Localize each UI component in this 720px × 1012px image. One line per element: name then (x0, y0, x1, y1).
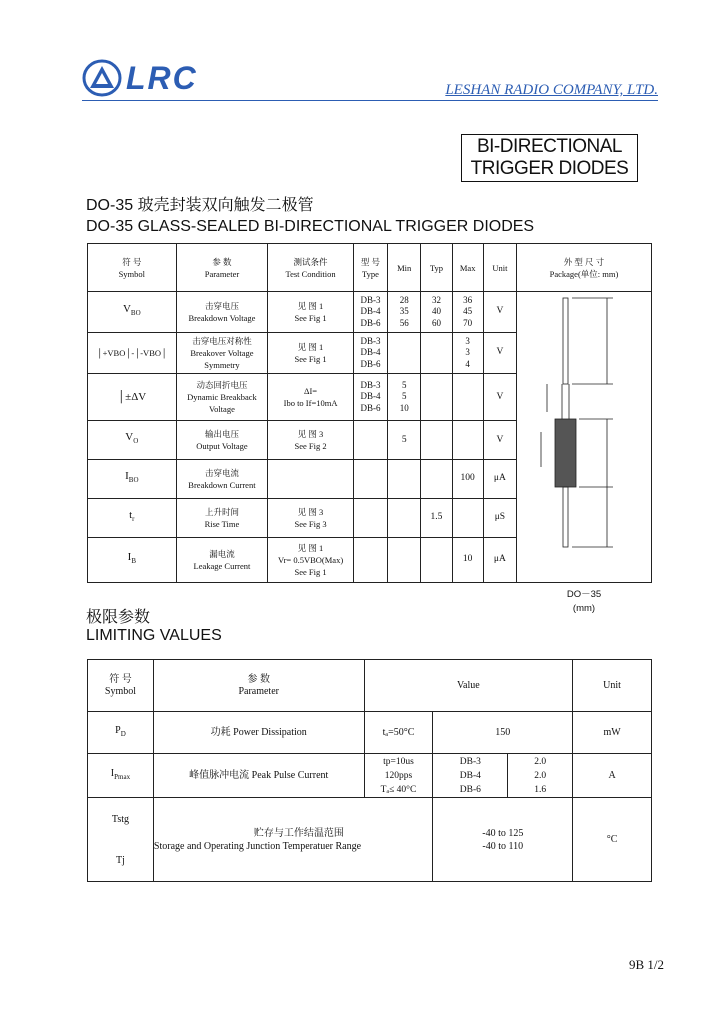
heading-en: DO-35 GLASS-SEALED BI-DIRECTIONAL TRIGGER DIODES (86, 218, 535, 235)
table-row (88, 754, 652, 798)
row-condition: tp=10us 120pps Tₐ≤ 40°C (364, 754, 433, 798)
row-symbol: $I_B$ (88, 537, 177, 582)
heading-cn: DO-35 玻壳封装双向触发二极管 (86, 197, 314, 214)
row-min: 5 5 10 (388, 373, 421, 420)
limiting-heading-cn: 极限参数 (86, 609, 151, 626)
row-parameter: 动态回折电压 Dynamic Breakback Voltage (176, 373, 268, 420)
row-parameter: 峰值脉冲电流 Peak Pulse Current (153, 754, 364, 798)
table-header-row (88, 244, 652, 292)
row-min (388, 332, 421, 373)
header-symbol: 符 号 Symbol (88, 244, 177, 292)
row-typ: 1.5 (421, 498, 452, 537)
row-max: 10 (452, 537, 483, 582)
header-value: Value (364, 660, 573, 712)
header-max: Max (452, 244, 483, 292)
row-unit: V (483, 421, 516, 460)
header-parameter: 参 数 Parameter (153, 660, 364, 712)
row-min (388, 460, 421, 499)
package-drawing-cell (517, 292, 652, 614)
row-parameter: 功耗 Power Dissipation (153, 712, 364, 754)
row-typ (421, 421, 452, 460)
row-types (353, 537, 387, 582)
package-label: DO－35 (566, 589, 602, 600)
row-symbol: $t_r$ (88, 498, 177, 537)
row-parameter: 击穿电压 Breakdown Voltage (176, 292, 268, 333)
row-symbol: $V_{BO}$ (88, 292, 177, 333)
header-package: 外 型 尺 寸 Package(单位: mm) (517, 244, 652, 292)
row-condition: 见 图 1 See Fig 1 (268, 292, 354, 333)
row-unit: V (483, 292, 516, 333)
row-parameter: 贮存与工作结温范围 Storage and Operating Junction Temperatuer Range (153, 798, 433, 882)
row-symbol: $V_O$ (88, 421, 177, 460)
limiting-heading-en: LIMITING VALUES (86, 627, 222, 644)
row-condition: 见 图 1 See Fig 1 (268, 332, 354, 373)
lrc-logo (82, 58, 212, 98)
row-types (353, 498, 387, 537)
lrc-logo-icon (82, 58, 126, 98)
row-unit: μA (483, 537, 516, 582)
row-condition: tₐ=50°C (364, 712, 433, 754)
row-min: 5 (388, 421, 421, 460)
row-parameter: 击穿电压对称性 Breakover Voltage Symmetry (176, 332, 268, 373)
row-max: 36 45 70 (452, 292, 483, 333)
page-header (82, 58, 658, 102)
row-unit: A (573, 754, 652, 798)
row-types: DB-3 DB-4 DB-6 (353, 292, 387, 333)
row-max (452, 421, 483, 460)
row-min: 28 35 56 (388, 292, 421, 333)
row-symbol: │+VBO│-│-VBO│ (88, 332, 177, 373)
row-min (388, 498, 421, 537)
package-unit: (mm) (572, 603, 596, 614)
row-parameter: 上升时间 Rise Time (176, 498, 268, 537)
header-symbol: 符 号 Symbol (88, 660, 154, 712)
row-condition: 见 图 3 See Fig 3 (268, 498, 354, 537)
row-symbol: $I_{BO}$ (88, 460, 177, 499)
row-typ (421, 537, 452, 582)
header-unit: Unit (573, 660, 652, 712)
row-typ (421, 373, 452, 420)
row-min (388, 537, 421, 582)
row-unit: μA (483, 460, 516, 499)
row-values: -40 to 125 -40 to 110 (433, 798, 573, 882)
row-symbol: Tstg Tj (88, 798, 154, 882)
row-parameter: 输出电压 Output Voltage (176, 421, 268, 460)
row-symbol: │±ΔV (88, 373, 177, 420)
row-typ (421, 332, 452, 373)
row-types: DB-3 DB-4 DB-6 (433, 754, 508, 798)
header-min: Min (388, 244, 421, 292)
title-line-1: BI-DIRECTIONAL (476, 136, 623, 157)
row-unit: mW (573, 712, 652, 754)
row-value: 150 (433, 712, 573, 754)
header-type: 型 号 Type (353, 244, 387, 292)
table-header-row (88, 660, 652, 712)
row-typ: 32 40 60 (421, 292, 452, 333)
logo-text: LRC (126, 60, 198, 96)
row-symbol: $P_D$ (88, 712, 154, 754)
header-typ: Typ (421, 244, 452, 292)
row-unit: °C (573, 798, 652, 882)
do35-package-drawing (517, 292, 650, 582)
characteristics-table (87, 243, 652, 614)
page-number: 9B 1/2 (628, 957, 664, 972)
row-parameter: 击穿电流 Breakdown Current (176, 460, 268, 499)
row-values: 2.0 2.0 1.6 (508, 754, 573, 798)
row-unit: V (483, 332, 516, 373)
row-condition: 见 图 3 See Fig 2 (268, 421, 354, 460)
company-name: LESHAN RADIO COMPANY, LTD. (445, 82, 658, 98)
row-symbol: $I_{Pmax}$ (88, 754, 154, 798)
row-parameter: 漏电流 Leakage Current (176, 537, 268, 582)
header-parameter: 参 数 Parameter (176, 244, 268, 292)
table-row (88, 712, 652, 754)
row-condition: 见 图 1 Vr= 0.5VBO(Max) See Fig 1 (268, 537, 354, 582)
row-unit: μS (483, 498, 516, 537)
row-unit: V (483, 373, 516, 420)
row-condition: ΔI= Ibo to If=10mA (268, 373, 354, 420)
limiting-values-table (87, 659, 652, 882)
row-types: DB-3 DB-4 DB-6 (353, 332, 387, 373)
row-max: 3 3 4 (452, 332, 483, 373)
row-types (353, 421, 387, 460)
table-row (88, 798, 652, 882)
row-condition (268, 460, 354, 499)
header-unit: Unit (483, 244, 516, 292)
row-types: DB-3 DB-4 DB-6 (353, 373, 387, 420)
row-typ (421, 460, 452, 499)
header-rule (82, 100, 658, 101)
product-title-box (461, 134, 638, 182)
row-max: 100 (452, 460, 483, 499)
title-line-2: TRIGGER DIODES (470, 158, 629, 179)
row-types (353, 460, 387, 499)
row-max (452, 373, 483, 420)
header-test-condition: 测试条件 Test Condition (268, 244, 354, 292)
row-max (452, 498, 483, 537)
table-row (88, 292, 652, 333)
